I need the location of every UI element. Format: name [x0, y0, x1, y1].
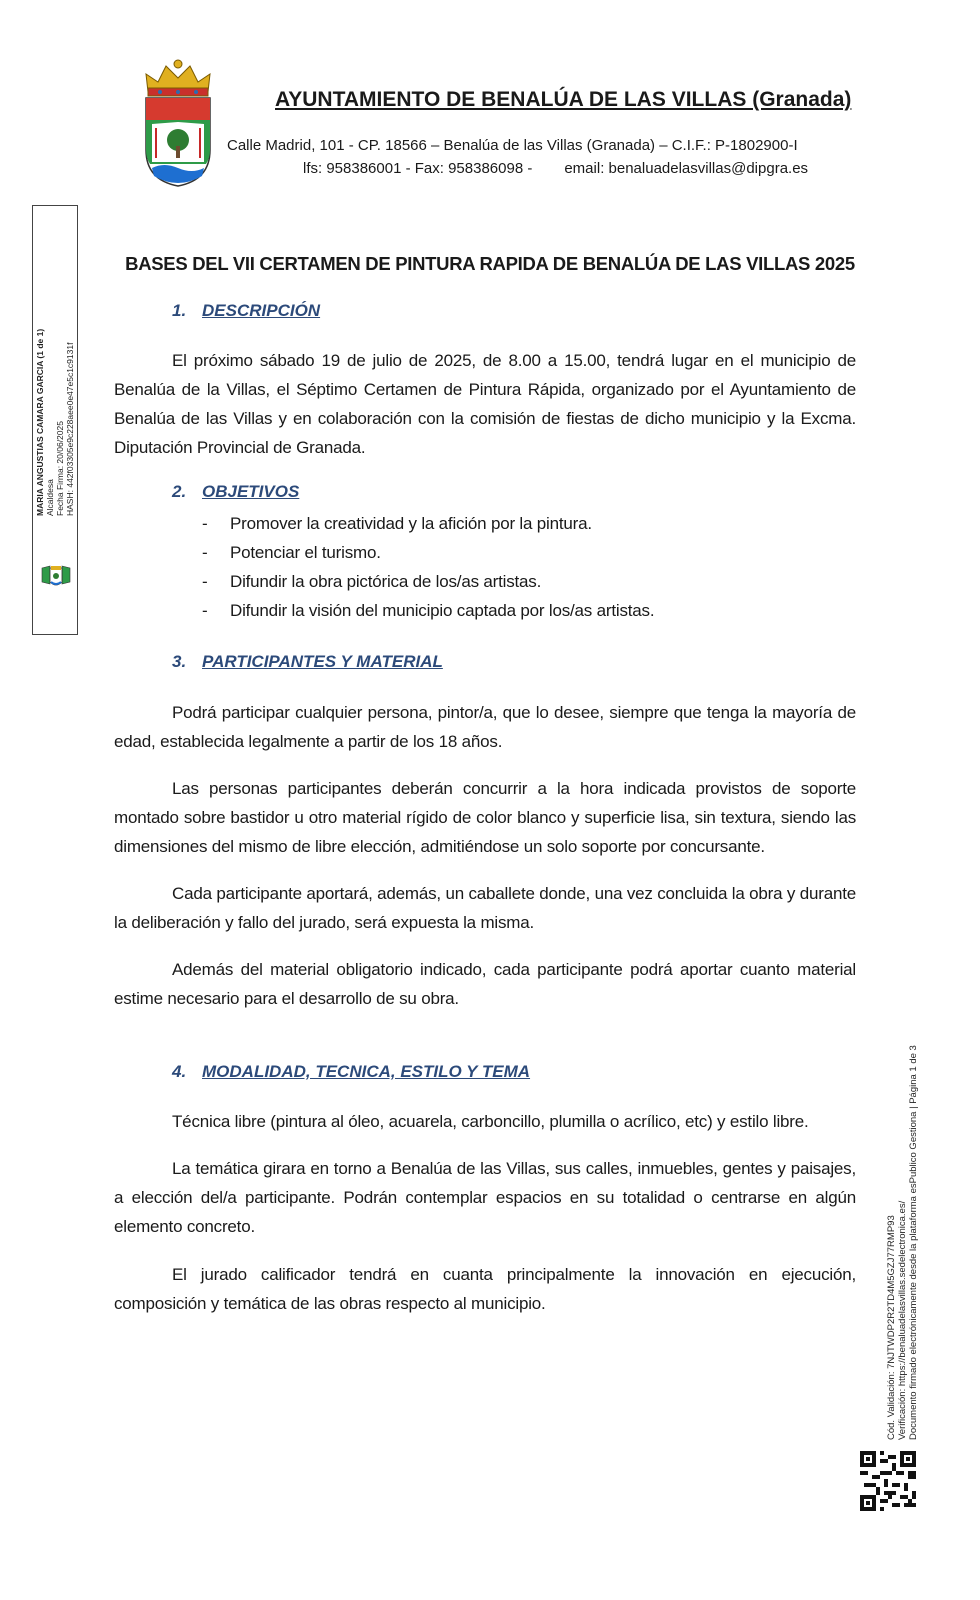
objectives-list	[200, 509, 654, 625]
paragraph: Podrá participar cualquier persona, pintor/a, que lo desee, siempre que tenga la mayoría de edad, establecida legalmente a partir de los 18 años.	[114, 703, 856, 751]
paragraph: Técnica libre (pintura al óleo, acuarela, carboncillo, plumilla o acrílico, etc) y estilo libre.	[172, 1112, 809, 1131]
section-heading-descripcion: 1. DESCRIPCIÓN	[172, 301, 321, 320]
coat-of-arms-logo	[140, 58, 216, 190]
qr-code-icon[interactable]	[860, 1450, 916, 1512]
validation-url[interactable]: Verificación: https://benaluadelasvillas.sedelectronica.es/	[897, 1200, 908, 1440]
paragraph: Las personas participantes deberán concurrir a la hora indicada provistos de soporte montado sobre bastidor u otro material rígido de color blanco y superficie lisa, sin textura, siendo las dimensiones del mismo de libre elección, admitiéndose un solo soporte por concursante.	[114, 779, 856, 856]
signature-text	[35, 329, 75, 516]
header-email: email: benaluadelasvillas@dipgra.es	[564, 160, 809, 177]
paragraph: Además del material obligatorio indicado, cada participante podrá aportar cuanto material estime necesario para el desarrollo de su obra.	[114, 960, 856, 1008]
validation-text	[886, 1045, 919, 1440]
validation-platform: Documento firmado electrónicamente desde la plataforma esPublico Gestiona | Página 1 de 3	[908, 1045, 919, 1440]
list-item: - Potenciar el turismo.	[200, 538, 654, 567]
header-phone: lfs: 958386001 - Fax: 958386098 -	[303, 160, 533, 177]
paragraph: La temática girara en torno a Benalúa de las Villas, sus calles, inmuebles, gentes y paisajes, a elección del/a participante. Podrán contemplar espacios en su totalidad o centrarse en algún elemento concreto.	[114, 1159, 856, 1236]
signature-hash: HASH: 442f03305e9c228aee0e47e5c1c9131f	[65, 342, 75, 516]
section-heading-participantes: 3. PARTICIPANTES Y MATERIAL	[172, 652, 443, 671]
section-heading-objetivos: 2. OBJETIVOS	[172, 482, 300, 501]
list-item: - Difundir la obra pictórica de los/as artistas.	[200, 567, 654, 596]
validation-code: Cód. Validación: 7NJTWDP2R2TD4M5GZJ77RMP93	[886, 1215, 897, 1440]
paragraph: El jurado calificador tendrá en cuanta principalmente la innovación en ejecución, composición y temática de las obras respecto al municipio.	[114, 1265, 856, 1313]
signer-name: MARIA ANGUSTIAS CAMARA GARCIA (1 de 1)	[35, 328, 45, 516]
signer-role: Alcaldesa	[45, 479, 55, 516]
municipality-title: AYUNTAMIENTO DE BENALÚA DE LAS VILLAS (Granada)	[275, 88, 852, 111]
section-heading-modalidad: 4. MODALIDAD, TECNICA, ESTILO Y TEMA	[172, 1062, 531, 1081]
document-title: BASES DEL VII CERTAMEN DE PINTURA RAPIDA DE BENALÚA DE LAS VILLAS 2025	[125, 253, 855, 274]
paragraph: El próximo sábado 19 de julio de 2025, de 8.00 a 15.00, tendrá lugar en el municipio de Benalúa de la Villas, el Séptimo Certamen de Pintura Rápida, organizado por el Ayuntamiento de Benalúa de las Villas y en colaboración con la comisión de fiestas de dicho municipio y la Excma. Diputación Provincial de Granada.	[114, 351, 856, 457]
signature-panel	[32, 205, 78, 635]
list-item: - Promover la creatividad y la afición por la pintura.	[200, 509, 654, 538]
header-address: Calle Madrid, 101 - CP. 18566 – Benalúa de las Villas (Granada) – C.I.F.: P-1802900-I	[227, 137, 798, 154]
list-item: - Difundir la visión del municipio captada por los/as artistas.	[200, 596, 654, 625]
paragraph: Cada participante aportará, además, un caballete donde, una vez concluida la obra y durante la deliberación y fallo del jurado, será expuesta la misma.	[114, 884, 856, 932]
header-contact	[303, 160, 903, 177]
signature-date: Fecha Firma: 20/06/2025	[55, 421, 65, 516]
small-crest-icon	[40, 564, 72, 590]
